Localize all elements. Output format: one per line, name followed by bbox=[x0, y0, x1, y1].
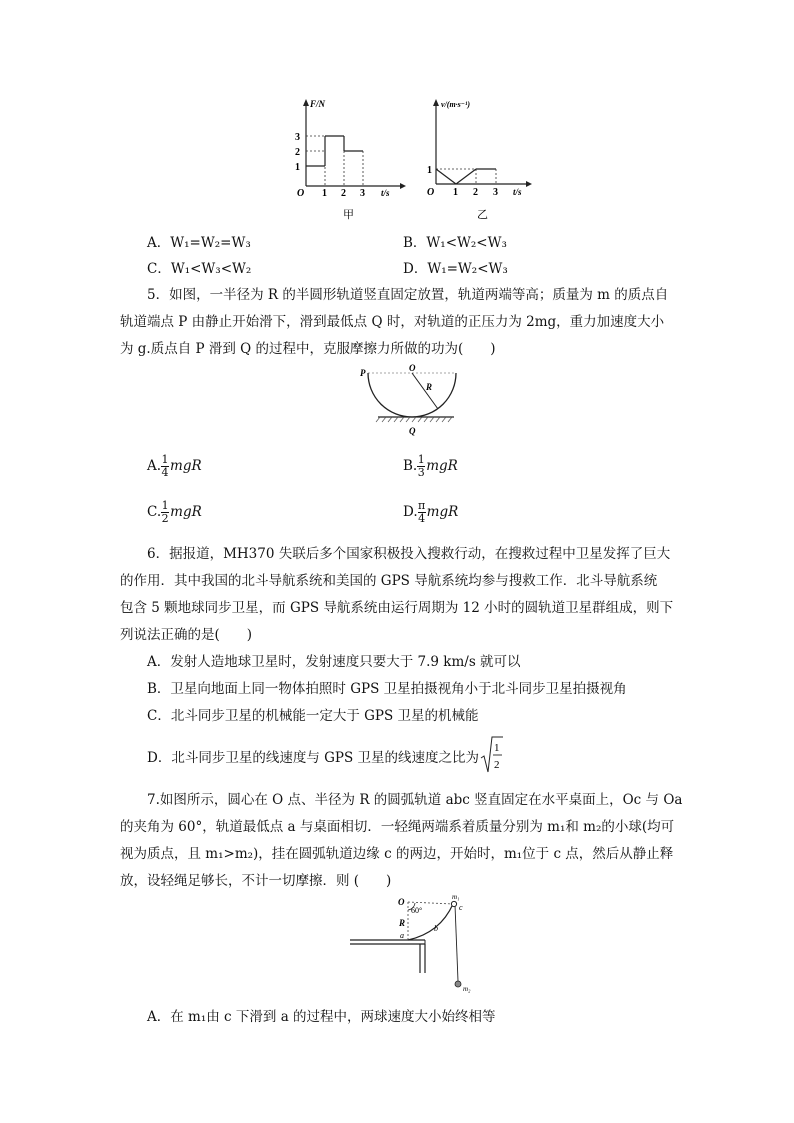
q6-line-1: 6．据报道，MH370 失联后多个国家积极投入搜救行动，在搜救过程中卫星发挥了巨大 bbox=[147, 546, 671, 562]
graph-left-xtick-3: 3 bbox=[360, 188, 365, 199]
graph-right-xtick-1: 1 bbox=[453, 187, 458, 198]
q5-option-a-fraction: $\frac{1}{4}$ bbox=[161, 453, 169, 479]
graph-right-xtick-2: 2 bbox=[473, 187, 478, 198]
q7-line-2: 的夹角为 60°，轨道最低点 a 与桌面相切．一轻绳两端系着质量分别为 m₁和 m₂的小球(均可 bbox=[120, 819, 675, 835]
q5-option-a: A. $\frac{1}{4}$ mgR bbox=[147, 453, 202, 479]
q5-semicircle-figure bbox=[358, 364, 468, 440]
graph-right-ytick-1: 1 bbox=[427, 165, 432, 176]
q6-option-c: C．北斗同步卫星的机械能一定大于 GPS 卫星的机械能 bbox=[147, 708, 479, 724]
q6-option-d-sqrt bbox=[480, 734, 504, 776]
graph-right-xtick-3: 3 bbox=[493, 187, 498, 198]
q5-label-q: Q bbox=[409, 426, 416, 436]
q5-line-3: 为 g.质点自 P 滑到 Q 的过程中，克服摩擦力所做的功为( ) bbox=[120, 341, 496, 357]
q7-label-r: R bbox=[399, 918, 406, 928]
graph-left-ylabel: F/N bbox=[310, 99, 326, 109]
q5-label-p: P bbox=[360, 368, 366, 378]
q7-arc-track-figure bbox=[345, 893, 475, 993]
graph-left-ytick-1: 1 bbox=[295, 162, 300, 173]
graph-right-ylabel: v/(m·s⁻¹) bbox=[441, 100, 471, 109]
q7-label-o: O bbox=[398, 897, 405, 907]
graph-right-caption: 乙 bbox=[477, 209, 488, 220]
q6-option-a: A．发射人造地球卫星时，发射速度只要大于 7.9 km/s 就可以 bbox=[147, 654, 521, 670]
q7-label-a: a bbox=[400, 931, 404, 940]
q6-option-d: D．北斗同步卫星的线速度与 GPS 卫星的线速度之比为 bbox=[147, 750, 480, 766]
q5-line-2: 轨道端点 P 由静止开始滑下，滑到最低点 Q 时，对轨道的正压力为 2mg，重力加速度大小 bbox=[120, 314, 665, 330]
graph-left-caption: 甲 bbox=[343, 209, 354, 220]
q4-option-b: B．W₁<W₂<W₃ bbox=[403, 235, 507, 251]
graph-left-xtick-1: 1 bbox=[322, 188, 327, 199]
q6-line-2: 的作用．其中我国的北斗导航系统和美国的 GPS 导航系统均参与搜救工作．北斗导航系统 bbox=[120, 573, 658, 589]
q6-line-3: 包含 5 颗地球同步卫星，而 GPS 导航系统由运行周期为 12 小时的圆轨道卫星群组成，则下 bbox=[120, 600, 674, 616]
graph-left-origin: O bbox=[297, 188, 305, 199]
q7-label-m2: m₂ bbox=[463, 985, 471, 993]
q5-line-1: 5．如图，一半径为 R 的半圆形轨道竖直固定放置，轨道两端等高；质量为 m 的质点自 bbox=[147, 287, 669, 303]
graph-right-origin: O bbox=[427, 187, 435, 198]
q6-sqrt-den: 2 bbox=[494, 759, 500, 771]
graph-force-time bbox=[288, 96, 408, 220]
q6-option-b: B．卫星向地面上同一物体拍照时 GPS 卫星拍摄视角小于北斗同步卫星拍摄视角 bbox=[147, 681, 627, 697]
q6-line-4: 列说法正确的是( ) bbox=[120, 627, 253, 643]
q5-option-d-fraction: $\frac{\pi}{4}$ bbox=[418, 499, 426, 525]
q5-option-d: D. $\frac{\pi}{4}$ mgR bbox=[403, 499, 459, 525]
q4-option-d: D．W₁=W₂<W₃ bbox=[403, 261, 508, 277]
q7-label-m1: m₁ bbox=[452, 893, 460, 901]
q7-line-4: 放，设轻绳足够长，不计一切摩擦．则 ( ) bbox=[120, 873, 392, 889]
graph-left-ytick-2: 2 bbox=[295, 147, 300, 158]
q5-option-b: B. $\frac{1}{3}$ mgR bbox=[403, 453, 458, 479]
q5-option-c: C. $\frac{1}{2}$ mgR bbox=[147, 499, 202, 525]
q5-label-r: R bbox=[426, 382, 433, 392]
q5-option-c-fraction: $\frac{1}{2}$ bbox=[161, 499, 169, 525]
q5-option-b-fraction: $\frac{1}{3}$ bbox=[417, 453, 425, 479]
q7-label-c: c bbox=[459, 903, 463, 912]
q7-label-b: b bbox=[434, 924, 438, 933]
q4-option-c: C．W₁<W₃<W₂ bbox=[147, 261, 252, 277]
graph-left-xtick-2: 2 bbox=[341, 188, 346, 199]
q5-label-o: O bbox=[409, 364, 416, 373]
graph-velocity-time bbox=[422, 96, 542, 220]
q4-option-a: A．W₁=W₂=W₃ bbox=[147, 235, 251, 251]
graph-right-xlabel: t/s bbox=[513, 187, 522, 197]
q7-label-angle: 60° bbox=[411, 906, 423, 915]
q7-line-1: 7.如图所示，圆心在 O 点、半径为 R 的圆弧轨道 abc 竖直固定在水平桌面上，Oc 与 Oa bbox=[147, 792, 683, 808]
graph-left-xlabel: t/s bbox=[381, 188, 390, 198]
q6-sqrt-num: 1 bbox=[494, 742, 500, 754]
graph-left-ytick-3: 3 bbox=[295, 132, 300, 143]
q7-option-a: A．在 m₁由 c 下滑到 a 的过程中，两球速度大小始终相等 bbox=[147, 1009, 496, 1025]
q7-line-3: 视为质点，且 m₁>m₂)，挂在圆弧轨道边缘 c 的两边，开始时，m₁位于 c 点，然后从静止释 bbox=[120, 846, 674, 862]
